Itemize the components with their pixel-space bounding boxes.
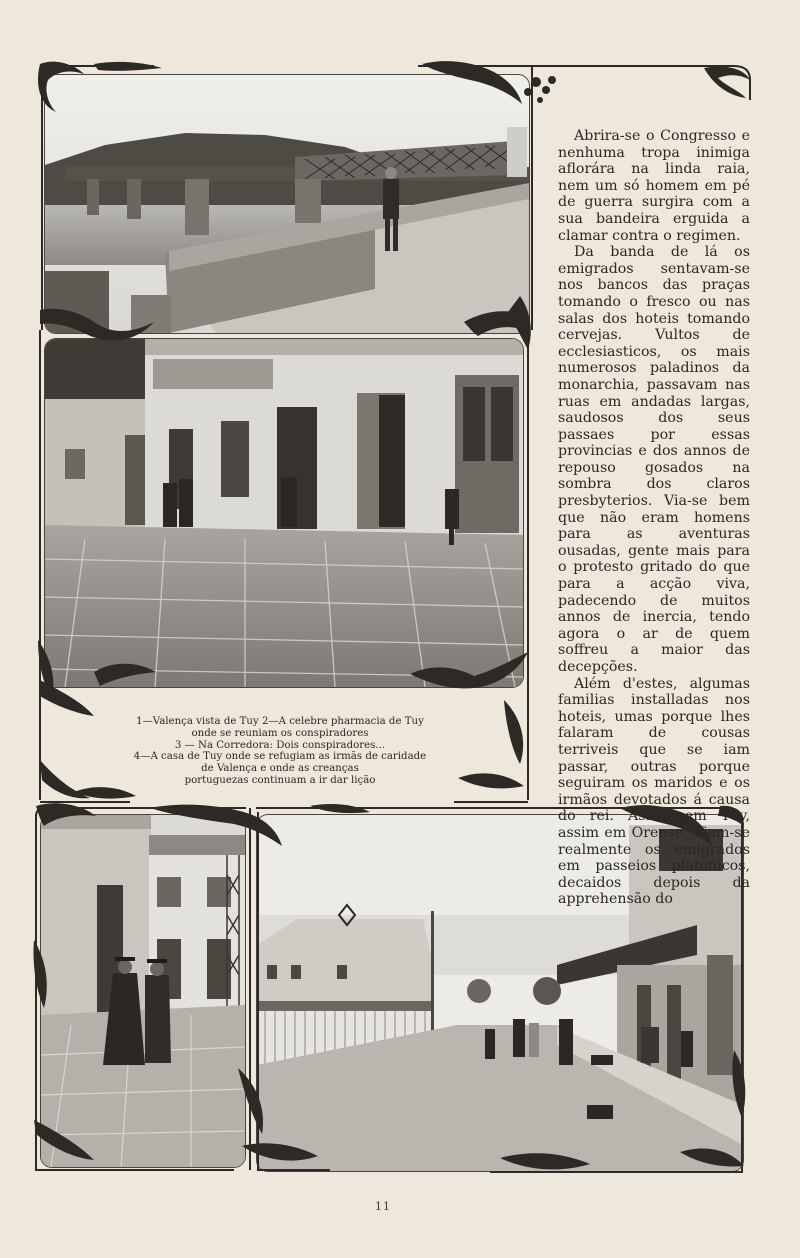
caption-line: 3 — Na Corredora: Dois conspiradores... xyxy=(174,739,386,751)
caption-line: portuguezas continuam a ir dar lição xyxy=(184,774,376,786)
photo-caption xyxy=(100,716,460,787)
caption-line: 4—A casa de Tuy onde se refugiam as irmãs de caridade xyxy=(133,751,427,763)
caption-line: de Valença e onde as creanças xyxy=(201,763,359,775)
article-paragraph: Da banda de lá os emigrados sentavam-se nos bancos das praças tomando o fresco ou nas salas dos hoteis tomando cervejas. Vultos de ecclesiasticos, os mais numerosos paladinos da monarchia, passavam nas ruas em andadas largas, saudosos dos seus passaes por essas provincias e dos annos de repouso gosados na sombra dos claros presbyterios. Via-se bem que não eram homens para as aventuras ousadas, gente mais para o protesto gritado do que para a acção viva, padecendo de muitos annos de inercia, tendo agora o ar de quem soffreu a maior das decepções. xyxy=(558,244,750,675)
article-paragraph: Além d'estes, algumas familias installadas nos hoteis, umas porque lhes falaram de cousas terriveis que se iam passar, outras porque seguiram os maridos e os irmãos devotados á causa do rei. Assim em Tuy, assim em Orense. Viam-se realmente os emigrados em passeios platonicos, decaidos depois da apprehensão do xyxy=(558,675,750,908)
article-column xyxy=(558,128,750,908)
page-number: 11 xyxy=(375,1200,391,1213)
article-paragraph: Abrira-se o Congresso e nenhuma tropa inimiga aflorára na linda raia, nem um só homem em pé de guerra surgira com a sua bandeira erguida a clamar contra o regimen. xyxy=(558,128,750,244)
caption-line: onde se reuniam os conspiradores xyxy=(191,727,369,739)
caption-line: 1—Valença vista de Tuy 2—A celebre pharmacia de Tuy xyxy=(136,716,424,727)
